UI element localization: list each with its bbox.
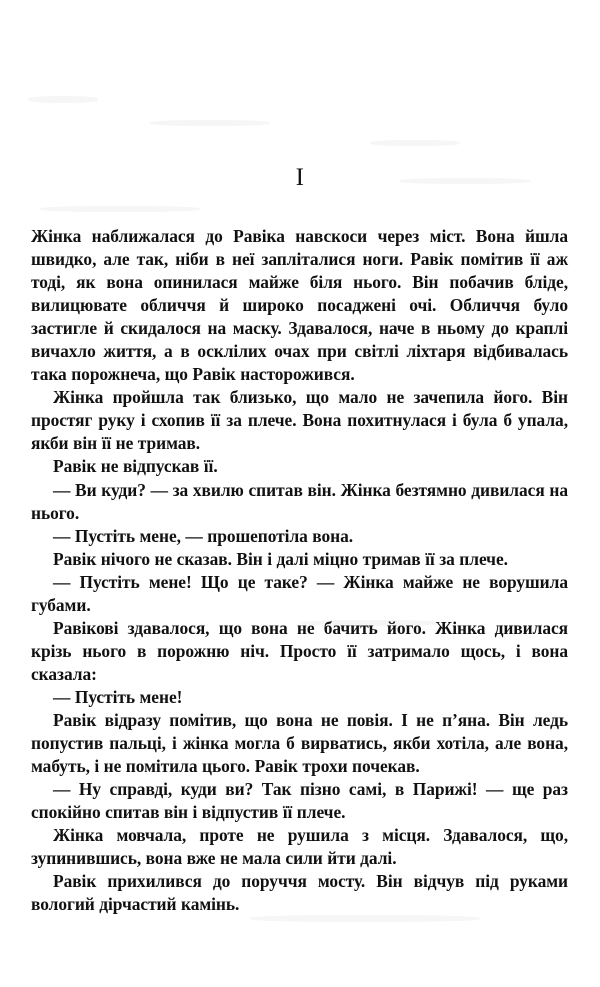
- paragraph: Равік відразу помітив, що вона не повія. І не п’яна. Він ледь попустив пальці, і жінка могла б вирватись, якби хотіла, але вона, мабуть, і не помітила цього. Равік трохи почекав.: [31, 709, 568, 777]
- paragraph: — Пустіть мене, — прошепотіла вона.: [53, 525, 354, 546]
- paragraph: Жінка мовчала, проте не рушила з місця. Здавалося, що, зупинившись, вона вже не мала сили йти далі.: [31, 825, 568, 869]
- paragraph: Равік нічого не сказав. Він і далі міцно тримав її за плече.: [53, 548, 508, 569]
- body-text-block: [31, 225, 568, 916]
- scan-artifact: [40, 206, 200, 212]
- paragraph: Равікові здавалося, що вона не бачить його. Жінка дивилася крізь нього в порожню ніч. Просто її затримало щось, і вона сказала:: [31, 617, 568, 684]
- paragraph: — Ви куди? — за хвилю спитав він. Жінка безтямно дивилася на нього.: [31, 479, 568, 523]
- scan-artifact: [370, 140, 460, 146]
- paragraph: Жінка наближалася до Равіка навскоси через міст. Вона йшла швидко, але так, ніби в неї запліталися ноги. Равік помітив її аж тоді, як вона опинилася майже біля нього. Він побачив бліде, вилицювате обличчя й широко посаджені очі. Обличчя було застигле й скидалося на маску. Здавалося, наче в ньому до краплі вичахло життя, а в осклілих очах при світлі ліхтаря відбивалась така порожнеча, що Равік насторожився.: [31, 226, 568, 385]
- paragraph: Равік не відпускав її.: [53, 456, 218, 477]
- paragraph: Жінка пройшла так близько, що мало не зачепила його. Він простяг руку і схопив її за плече. Вона похитнулася і була б упала, якби він її не тримав.: [31, 387, 568, 454]
- paragraph: — Пустіть мене! Що це таке? — Жінка майже не ворушила губами.: [31, 571, 568, 615]
- scan-artifact: [150, 120, 270, 126]
- paragraph: — Ну справді, куди ви? Так пізно самі, в Парижі! — ще раз спокійно спитав він і відпустив її плече.: [31, 779, 568, 823]
- paragraph: — Пустіть мене!: [53, 686, 183, 707]
- scan-artifact: [28, 96, 98, 103]
- paragraph: Равік прихилився до поруччя мосту. Він відчув під руками вологий дірчастий камінь.: [31, 871, 568, 915]
- chapter-number: I: [295, 164, 305, 191]
